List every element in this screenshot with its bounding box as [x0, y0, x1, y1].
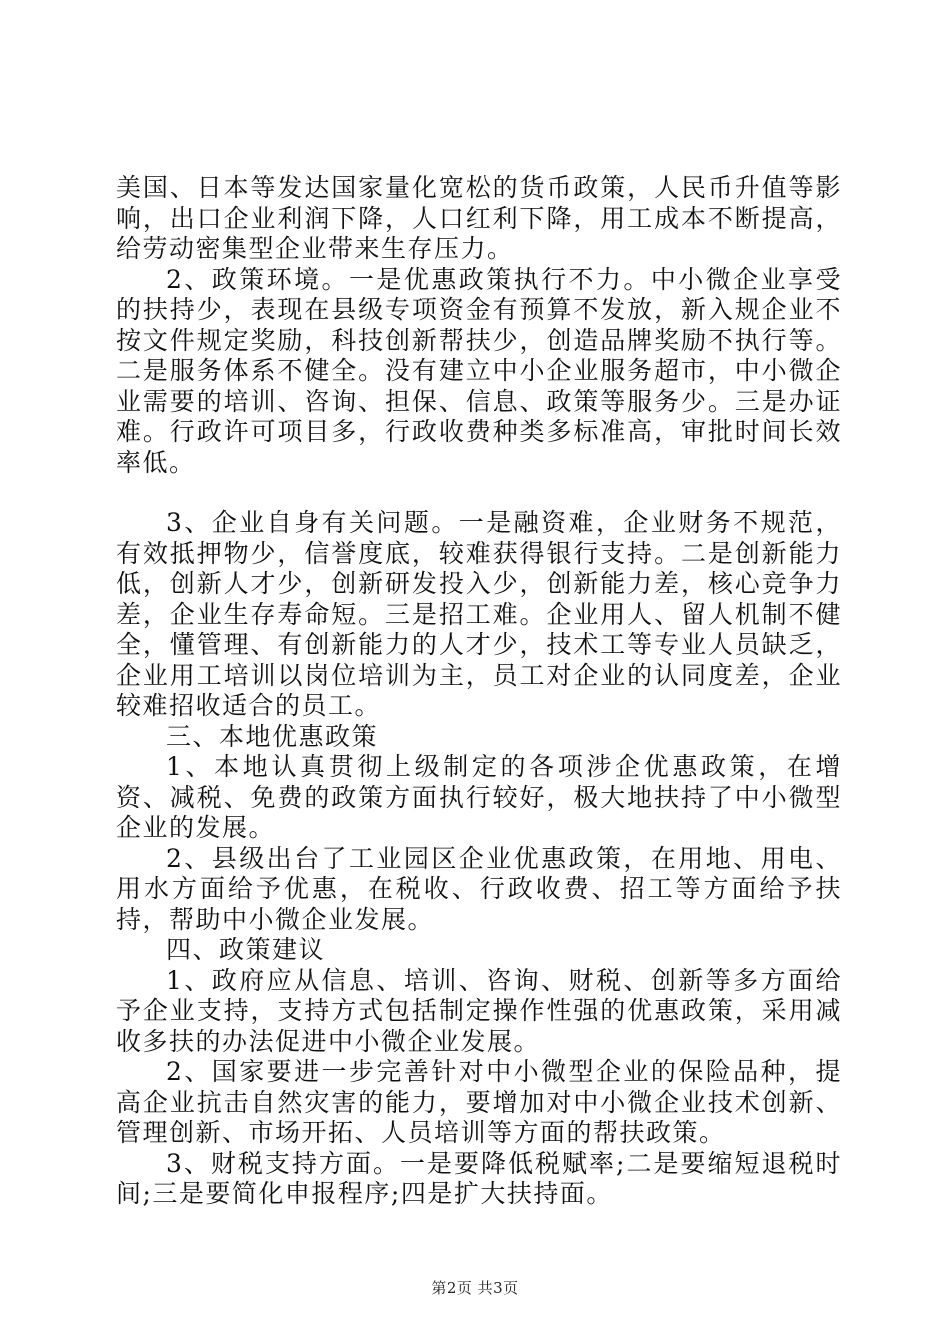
paragraph-enterprise-issues: 3、企业自身有关问题。一是融资难，企业财务不规范，有效抵押物少，信誉度底，较难获得银行支持。二是创新能力低，创新人才少，创新研发投入少，创新能力差，核心竞争力差，企业生存寿命短。三是招工难。企业用人、留人机制不健全，懂管理、有创新能力的人才少，技术工等专业人员缺乏，企业用工培训以岗位培训为主，员工对企业的认同度差，企业较难招收适合的员工。	[116, 508, 842, 720]
page-indicator: 第2页 共3页	[431, 1279, 519, 1297]
section-heading-suggestions: 四、政策建议	[166, 935, 326, 964]
paragraph-suggestion-3: 3、财税支持方面。一是要降低税赋率;二是要缩短退税时间;三是要简化申报程序;四是扩大扶持面。	[116, 1148, 842, 1208]
paragraph-continuation: 美国、日本等发达国家量化宽松的货币政策，人民币升值等影响，出口企业利润下降，人口红利下降，用工成本不断提高，给劳动密集型企业带来生存压力。	[116, 173, 842, 263]
paragraph-local-policy-1: 1、本地认真贯彻上级制定的各项涉企优惠政策，在增资、减税、免费的政策方面执行较好，极大地扶持了中小微型企业的发展。	[116, 752, 842, 842]
section-heading-local-policy: 三、本地优惠政策	[166, 721, 379, 751]
paragraph-policy-environment: 2、政策环境。一是优惠政策执行不力。中小微企业享受的扶持少，表现在县级专项资金有预算不发放，新入规企业不按文件规定奖励，科技创新帮扶少，创造品牌奖励不执行等。二是服务体系不健全。没有建立中小企业服务超市，中小微企业需要的培训、咨询、担保、信息、政策等服务少。三是办证难。行政许可项目多，行政收费种类多标准高，审批时间长效率低。	[116, 264, 842, 477]
document-body	[116, 173, 842, 1210]
paragraph-suggestion-1: 1、政府应从信息、培训、咨询、财税、创新等多方面给予企业支持，支持方式包括制定操作性强的优惠政策，采用减收多扶的办法促进中小微企业发展。	[116, 965, 842, 1056]
paragraph-suggestion-2: 2、国家要进一步完善针对中小微型企业的保险品种，提高企业抗击自然灾害的能力，要增加对中小微企业技术创新、管理创新、市场开拓、人员培训等方面的帮扶政策。	[116, 1057, 842, 1147]
page-footer	[0, 1278, 950, 1298]
paragraph-local-policy-2: 2、县级出台了工业园区企业优惠政策，在用地、用电、用水方面给予优惠，在税收、行政收费、招工等方面给予扶持，帮助中小微企业发展。	[116, 843, 842, 934]
